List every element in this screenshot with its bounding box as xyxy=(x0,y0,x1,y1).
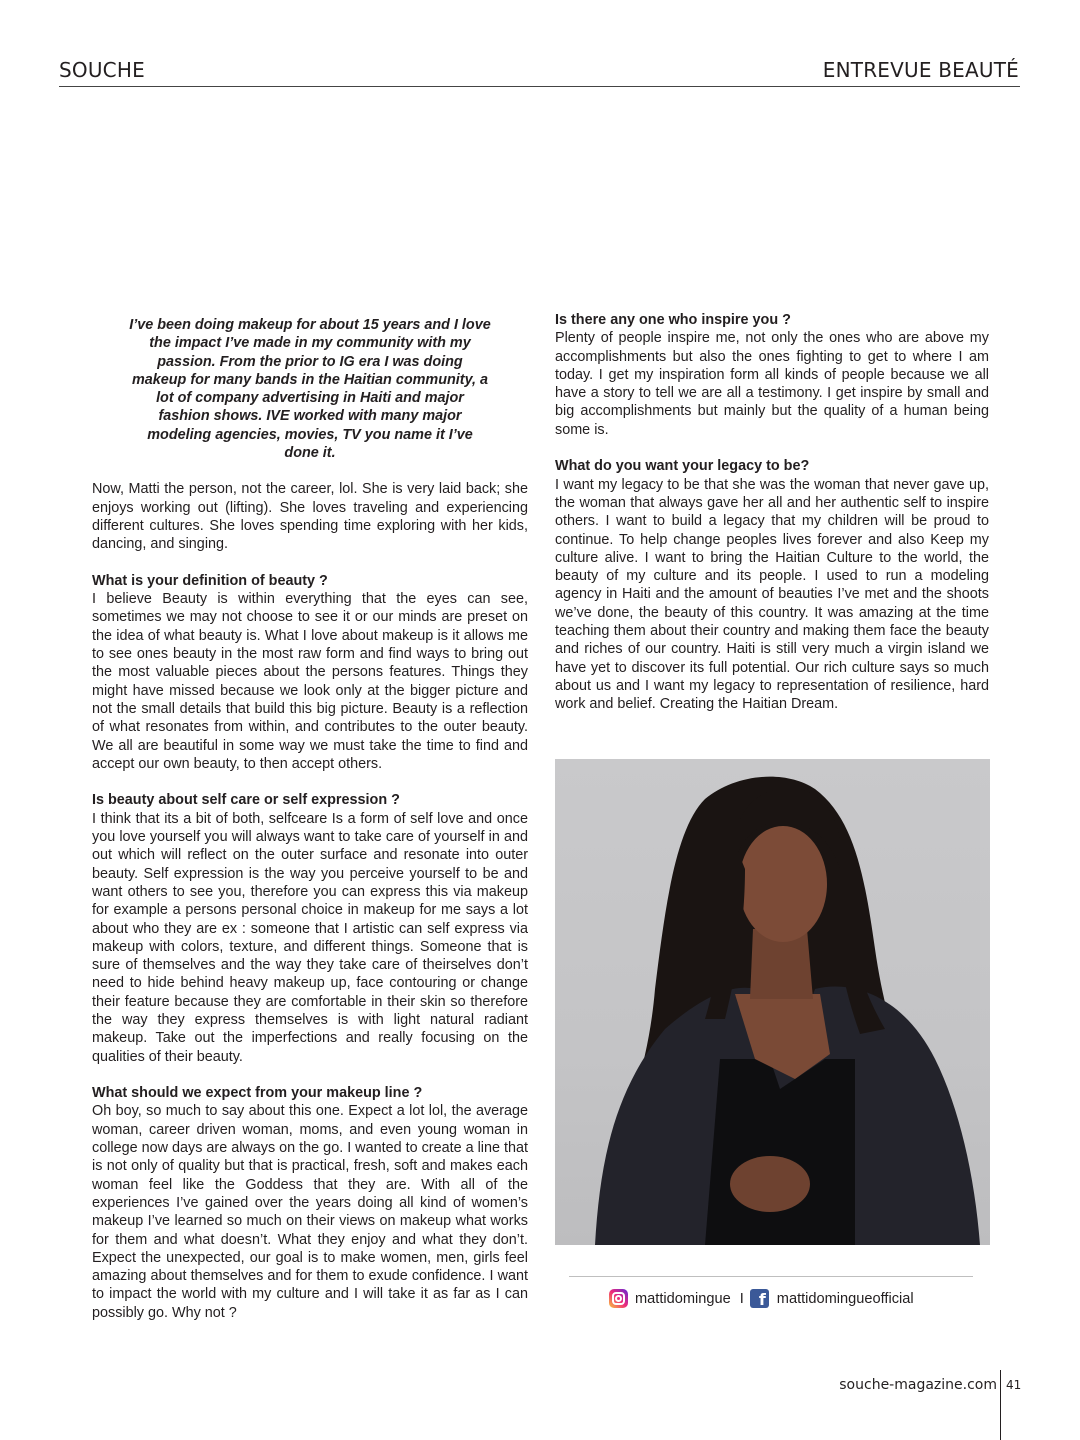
answer: I believe Beauty is within everything that the eyes can see, sometimes we may not choose to see it or our minds are preset on the idea of what beauty is. What I love about makeup is it allows me to see ones beauty in the most raw form and find ways to bring out the most valuable pieces about the persons features. Things they might have missed because we look only at the bigger picture and not the small details that build this big picture. Beauty is a reflection of what resonates from within, and contributes to the outer beauty. We all are beautiful in some way we must take the time to find and accept our own beauty, to then accept others. xyxy=(92,591,528,772)
question: Is there any one who inspire you ? xyxy=(555,312,791,328)
answer: Oh boy, so much to say about this one. Expect a lot lol, the average woman, career driven woman, moms, and even young woman in college now days are always on the go. I wanted to create a line that is not only of quality but that is practical, fresh, soft and makes each woman feel like the Goddess that they are. With all of the experiences I’ve gained over the years doing all kind of women’s makeup I’ve learned so much on their views on makeup what works for them and what doesn’t. What they enjoy and what they don’t. Expect the unexpected, our goal is to make women, men, girls feel amazing about themselves and for them to exude confidence. I want to impact the world with my culture and I will take it as far as I can possibly go. Why not ? xyxy=(92,1103,528,1321)
section-title: ENTREVUE BEAUTÉ xyxy=(822,58,1019,82)
magazine-name: SOUCHE xyxy=(59,58,145,82)
footer-divider xyxy=(1000,1370,1001,1440)
question: What should we expect from your makeup line ? xyxy=(92,1085,423,1102)
qa-block xyxy=(92,572,528,773)
question: What is your definition of beauty ? xyxy=(92,572,328,589)
qa-block xyxy=(92,1084,528,1322)
social-links xyxy=(609,1289,914,1308)
left-column xyxy=(92,316,528,1340)
question: Is beauty about self care or self expression ? xyxy=(92,792,400,809)
instagram-handle[interactable]: mattidomingue xyxy=(635,1290,731,1307)
header-divider xyxy=(59,86,1020,87)
right-column xyxy=(555,311,989,732)
qa-block xyxy=(555,457,989,713)
footer-site: souche-magazine.com xyxy=(839,1377,997,1393)
qa-block xyxy=(555,311,989,439)
answer: Plenty of people inspire me, not only the ones who are above my accomplishments but also the ones fighting to get to where I am today. I get my inspiration form all kinds of people because we all have a story to tell we are all a testimony. I get inspire by small and big accomplishments but mainly but the quality of a human being some is. xyxy=(555,330,989,438)
intro-paragraph: Now, Matti the person, not the career, lol. She is very laid back; she enjoys working out (lifting). She loves traveling and experiencing different cultures. She loves spending time exploring with her kids, dancing, and singing. xyxy=(92,481,528,553)
question: What do you want your legacy to be? xyxy=(555,458,810,475)
answer: I think that its a bit of both, selfceare Is a form of self love and once you love yourself you will always want to take care of yourself in and out which will reflect on the outer surface and resonate into outer beauty. Self expression is the way you perceive yourself to be and want others to see you, therefore you can express this via makeup for example a persons personal choice in makeup for me says a lot about who they are ex : someone that I artistic can self express via makeup with colors, texture, and different things. Someone that is sure of themselves and the way they take care of theirselves don’t need to hide behind heavy makeup up, face contouring or change their feature because they are comfortable in their skin so therefore the way they express themselves is with light natural radiant makeup. Take out the imperfections and really focusing on the qualities of their beauty. xyxy=(92,810,528,1065)
portrait-illustration xyxy=(555,759,990,1245)
answer: I want my legacy to be that she was the woman that never gave up, the woman that always gave her all and her authentic self to inspire others. I want to build a legacy that my children will be proud to continue. To help change peoples lives forever and also Keep my culture alive. I want to bring the Haitian Culture to the world, the beauty of my culture and its people. I used to run a modeling agency in Haiti and the amount of beauties I’ve met and the shoots we’ve done, the beauty of this country. It was amazing at the time teaching them about their country and making them face the beauty and riches of our country. Haiti is still very much a virgin island we have yet to discover its full potential. Our rich culture says so much about us and I want my legacy to representation of resilience, hard work and belief. Creating the Haitian Dream. xyxy=(555,476,989,713)
portrait-photo xyxy=(555,759,990,1245)
facebook-handle[interactable]: mattidomingueofficial xyxy=(776,1290,914,1307)
instagram-icon[interactable] xyxy=(609,1289,628,1308)
social-divider xyxy=(569,1276,973,1277)
pull-quote: I’ve been doing makeup for about 15 years and I love the impact I’ve made in my community with my passion. From the prior to IG era I was doing makeup for many bands in the Haitian community, a lot of company advertising in Haiti and major fashion shows. IVE worked with many major modeling agencies, movies, TV you name it I’ve done it. xyxy=(129,317,491,462)
qa-block xyxy=(92,791,528,1065)
social-separator: I xyxy=(739,1290,744,1307)
facebook-icon[interactable]: f xyxy=(750,1289,769,1308)
page-number: 41 xyxy=(1006,1378,1022,1392)
